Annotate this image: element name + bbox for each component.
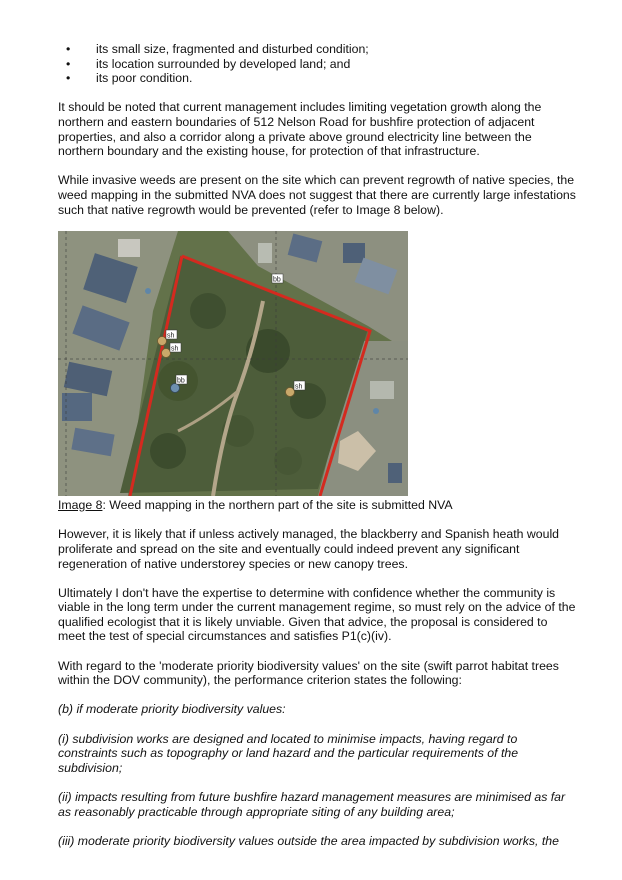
weed-map-image bbox=[58, 231, 408, 496]
paragraph-biodiversity: With regard to the 'moderate priority biodiversity values' on the site (swift parrot habitat trees within the DOV community), the performance criterion states the following: bbox=[58, 658, 559, 688]
document-page bbox=[58, 42, 578, 848]
marker-label: bb bbox=[273, 276, 281, 284]
aerial-map-svg bbox=[58, 231, 408, 496]
weed-marker-bb-top bbox=[272, 274, 283, 284]
quote-b: (b) if moderate priority biodiversity values: bbox=[58, 702, 286, 717]
bullet-item: • its small size, fragmented and disturbed condition; bbox=[66, 42, 369, 56]
paragraph-management: It should be noted that current management includes limiting vegetation growth along the northern and eastern boundaries of 512 Nelson Road for bushfire protection of adjacent properties, and also a corridor along a private above ground electricity line between the northern boundary and the existing house, for protection of that infrastructure. bbox=[58, 100, 542, 159]
quote-iii: (iii) moderate priority biodiversity values outside the area impacted by subdivision works, the bbox=[58, 833, 559, 848]
svg-text:bb: bb bbox=[177, 377, 185, 385]
paragraph-invasive-weeds: While invasive weeds are present on the site which can prevent regrowth of native species, the weed mapping in the submitted NVA does not suggest that there are currently large infestations such that native regrowth would be prevented (refer to Image 8 below). bbox=[58, 173, 576, 217]
paragraph-blackberry: However, it is likely that if unless actively managed, the blackberry and Spanish heath would proliferate and spread on the site and eventually could indeed prevent any significant regeneration of native understorey species or new canopy trees. bbox=[58, 527, 560, 571]
bullet-icon: • bbox=[66, 56, 71, 71]
bullet-icon: • bbox=[66, 42, 71, 56]
bullet-icon: • bbox=[66, 71, 71, 86]
bullet-item: • its poor condition. bbox=[66, 71, 193, 86]
svg-text:sh: sh bbox=[167, 332, 175, 340]
caption-text: : Weed mapping in the northern part of the site is submitted NVA bbox=[102, 498, 453, 513]
svg-text:sh: sh bbox=[295, 383, 303, 391]
image-caption bbox=[58, 498, 578, 513]
quote-ii: (ii) impacts resulting from future bushfire hazard management measures are minimised as far as reasonably practicable through appropriate siting of any building area; bbox=[58, 790, 566, 819]
bullet-item: • its location surrounded by developed land; and bbox=[66, 56, 351, 71]
caption-ref: Image 8 bbox=[58, 498, 103, 513]
paragraph-viability: Ultimately I don't have the expertise to determine with confidence whether the community is viable in the long term under the current management regime, so must rely on the advice of the qualified ecologist that it is likely unviable. Given that advice, the proposal is considered to meet the test of special circumstances and satisfies P1(c)(iv). bbox=[58, 585, 576, 644]
svg-text:sh: sh bbox=[171, 345, 179, 353]
bullet-list bbox=[58, 42, 578, 86]
quote-i: (i) subdivision works are designed and located to minimise impacts, having regard to constraints such as topography or land hazard and the particular requirements of the subdivision; bbox=[58, 731, 519, 775]
